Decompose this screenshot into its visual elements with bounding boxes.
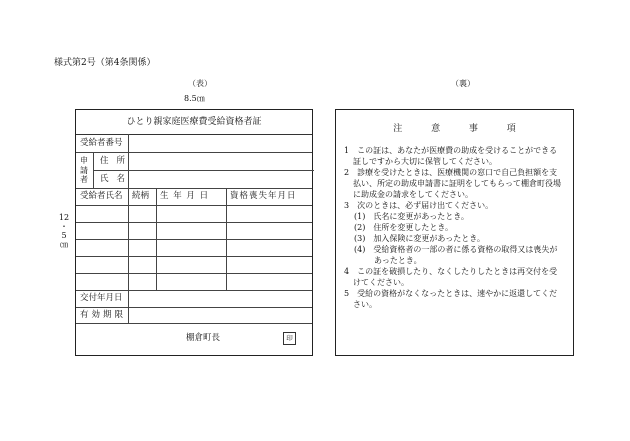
notes-title: 注 意 事 項 bbox=[393, 124, 516, 134]
row-divider bbox=[76, 323, 312, 324]
issuer-name: 棚倉町長 bbox=[186, 333, 221, 343]
row-divider bbox=[76, 205, 312, 206]
front-side-label: （表） bbox=[188, 79, 212, 88]
note-line: さい。 bbox=[353, 300, 377, 309]
col-divider bbox=[128, 188, 129, 290]
note-line: 1 この証は、あなたが医療費の助成を受けることができる bbox=[344, 146, 558, 155]
note-item bbox=[344, 288, 568, 310]
note-line: 5 受給の資格がなくなったときは、速やかに返還してくだ bbox=[344, 289, 558, 298]
certificate-back bbox=[335, 109, 574, 356]
birth-date-header: 生 年 月 日 bbox=[160, 191, 210, 201]
recipient-number-label: 受給者番号 bbox=[80, 138, 123, 148]
note-line: けてください。 bbox=[353, 278, 409, 287]
note-line: (3) 加入保険に変更があったとき。 bbox=[354, 234, 485, 243]
note-line: あったとき。 bbox=[374, 256, 422, 265]
row-divider bbox=[76, 307, 312, 308]
note-line: 2 診療を受けたときは、医療機関の窓口で自己負担額を支 bbox=[344, 168, 558, 177]
note-line: (4) 受給資格者の一部の者に係る資格の取得又は喪失が bbox=[354, 245, 558, 254]
loss-date-header: 資格喪失年月日 bbox=[230, 191, 297, 201]
note-line: 3 次のときは、必ず届け出てください。 bbox=[344, 201, 494, 210]
row-divider bbox=[93, 170, 314, 171]
height-dim-part: 5 bbox=[61, 231, 67, 240]
name-label: 氏名 bbox=[100, 174, 134, 184]
col-divider bbox=[128, 290, 129, 323]
note-line: 払い、所定の助成申請書に証明をしてもらって棚倉町役場 bbox=[353, 179, 561, 188]
valid-period-label: 有効期限 bbox=[80, 310, 127, 320]
col-divider bbox=[93, 152, 94, 188]
row-divider bbox=[76, 290, 312, 291]
height-dim-part: ㎝ bbox=[60, 240, 68, 249]
note-item bbox=[344, 167, 568, 200]
certificate-title: ひとり親家庭医療費受給資格者証 bbox=[76, 110, 312, 135]
height-dim-part: ・ bbox=[60, 222, 68, 231]
note-line: 証しですから大切に保管してください。 bbox=[353, 157, 497, 166]
note-item bbox=[344, 211, 568, 222]
col-divider bbox=[156, 188, 157, 290]
back-side-label: （裏） bbox=[451, 79, 475, 88]
row-divider bbox=[76, 222, 312, 223]
recipient-name-header: 受給者氏名 bbox=[80, 191, 123, 201]
note-line: 4 この証を破損したり、なくしたりしたときは再交付を受 bbox=[344, 267, 558, 276]
col-divider bbox=[226, 188, 227, 290]
card-width-dimension: 8.5㎝ bbox=[184, 94, 205, 103]
notes-list bbox=[344, 145, 568, 310]
note-line: (1) 氏名に変更があったとき。 bbox=[354, 212, 469, 221]
note-item bbox=[344, 266, 568, 288]
note-item bbox=[344, 233, 568, 244]
row-divider bbox=[76, 239, 312, 240]
seal-mark: 印 bbox=[283, 332, 296, 345]
row-divider bbox=[76, 273, 312, 274]
note-item bbox=[344, 200, 568, 211]
card-height-dimension bbox=[58, 213, 70, 249]
note-line: (2) 住所を変更したとき。 bbox=[354, 223, 454, 232]
certificate-front bbox=[75, 109, 313, 356]
address-label: 住所 bbox=[100, 156, 134, 166]
height-dim-part: 12 bbox=[58, 213, 70, 222]
note-item bbox=[344, 145, 568, 167]
note-item bbox=[344, 244, 568, 266]
note-line: に助成金の請求をしてください。 bbox=[353, 190, 473, 199]
applicant-label: 申請者 bbox=[80, 156, 88, 184]
row-divider bbox=[76, 188, 312, 189]
note-item bbox=[344, 222, 568, 233]
row-divider bbox=[76, 152, 312, 153]
form-number-label: 様式第2号（第4条関係） bbox=[54, 58, 156, 68]
relationship-header: 続柄 bbox=[132, 191, 150, 201]
row-divider bbox=[76, 256, 312, 257]
issue-date-label: 交付年月日 bbox=[80, 293, 123, 303]
